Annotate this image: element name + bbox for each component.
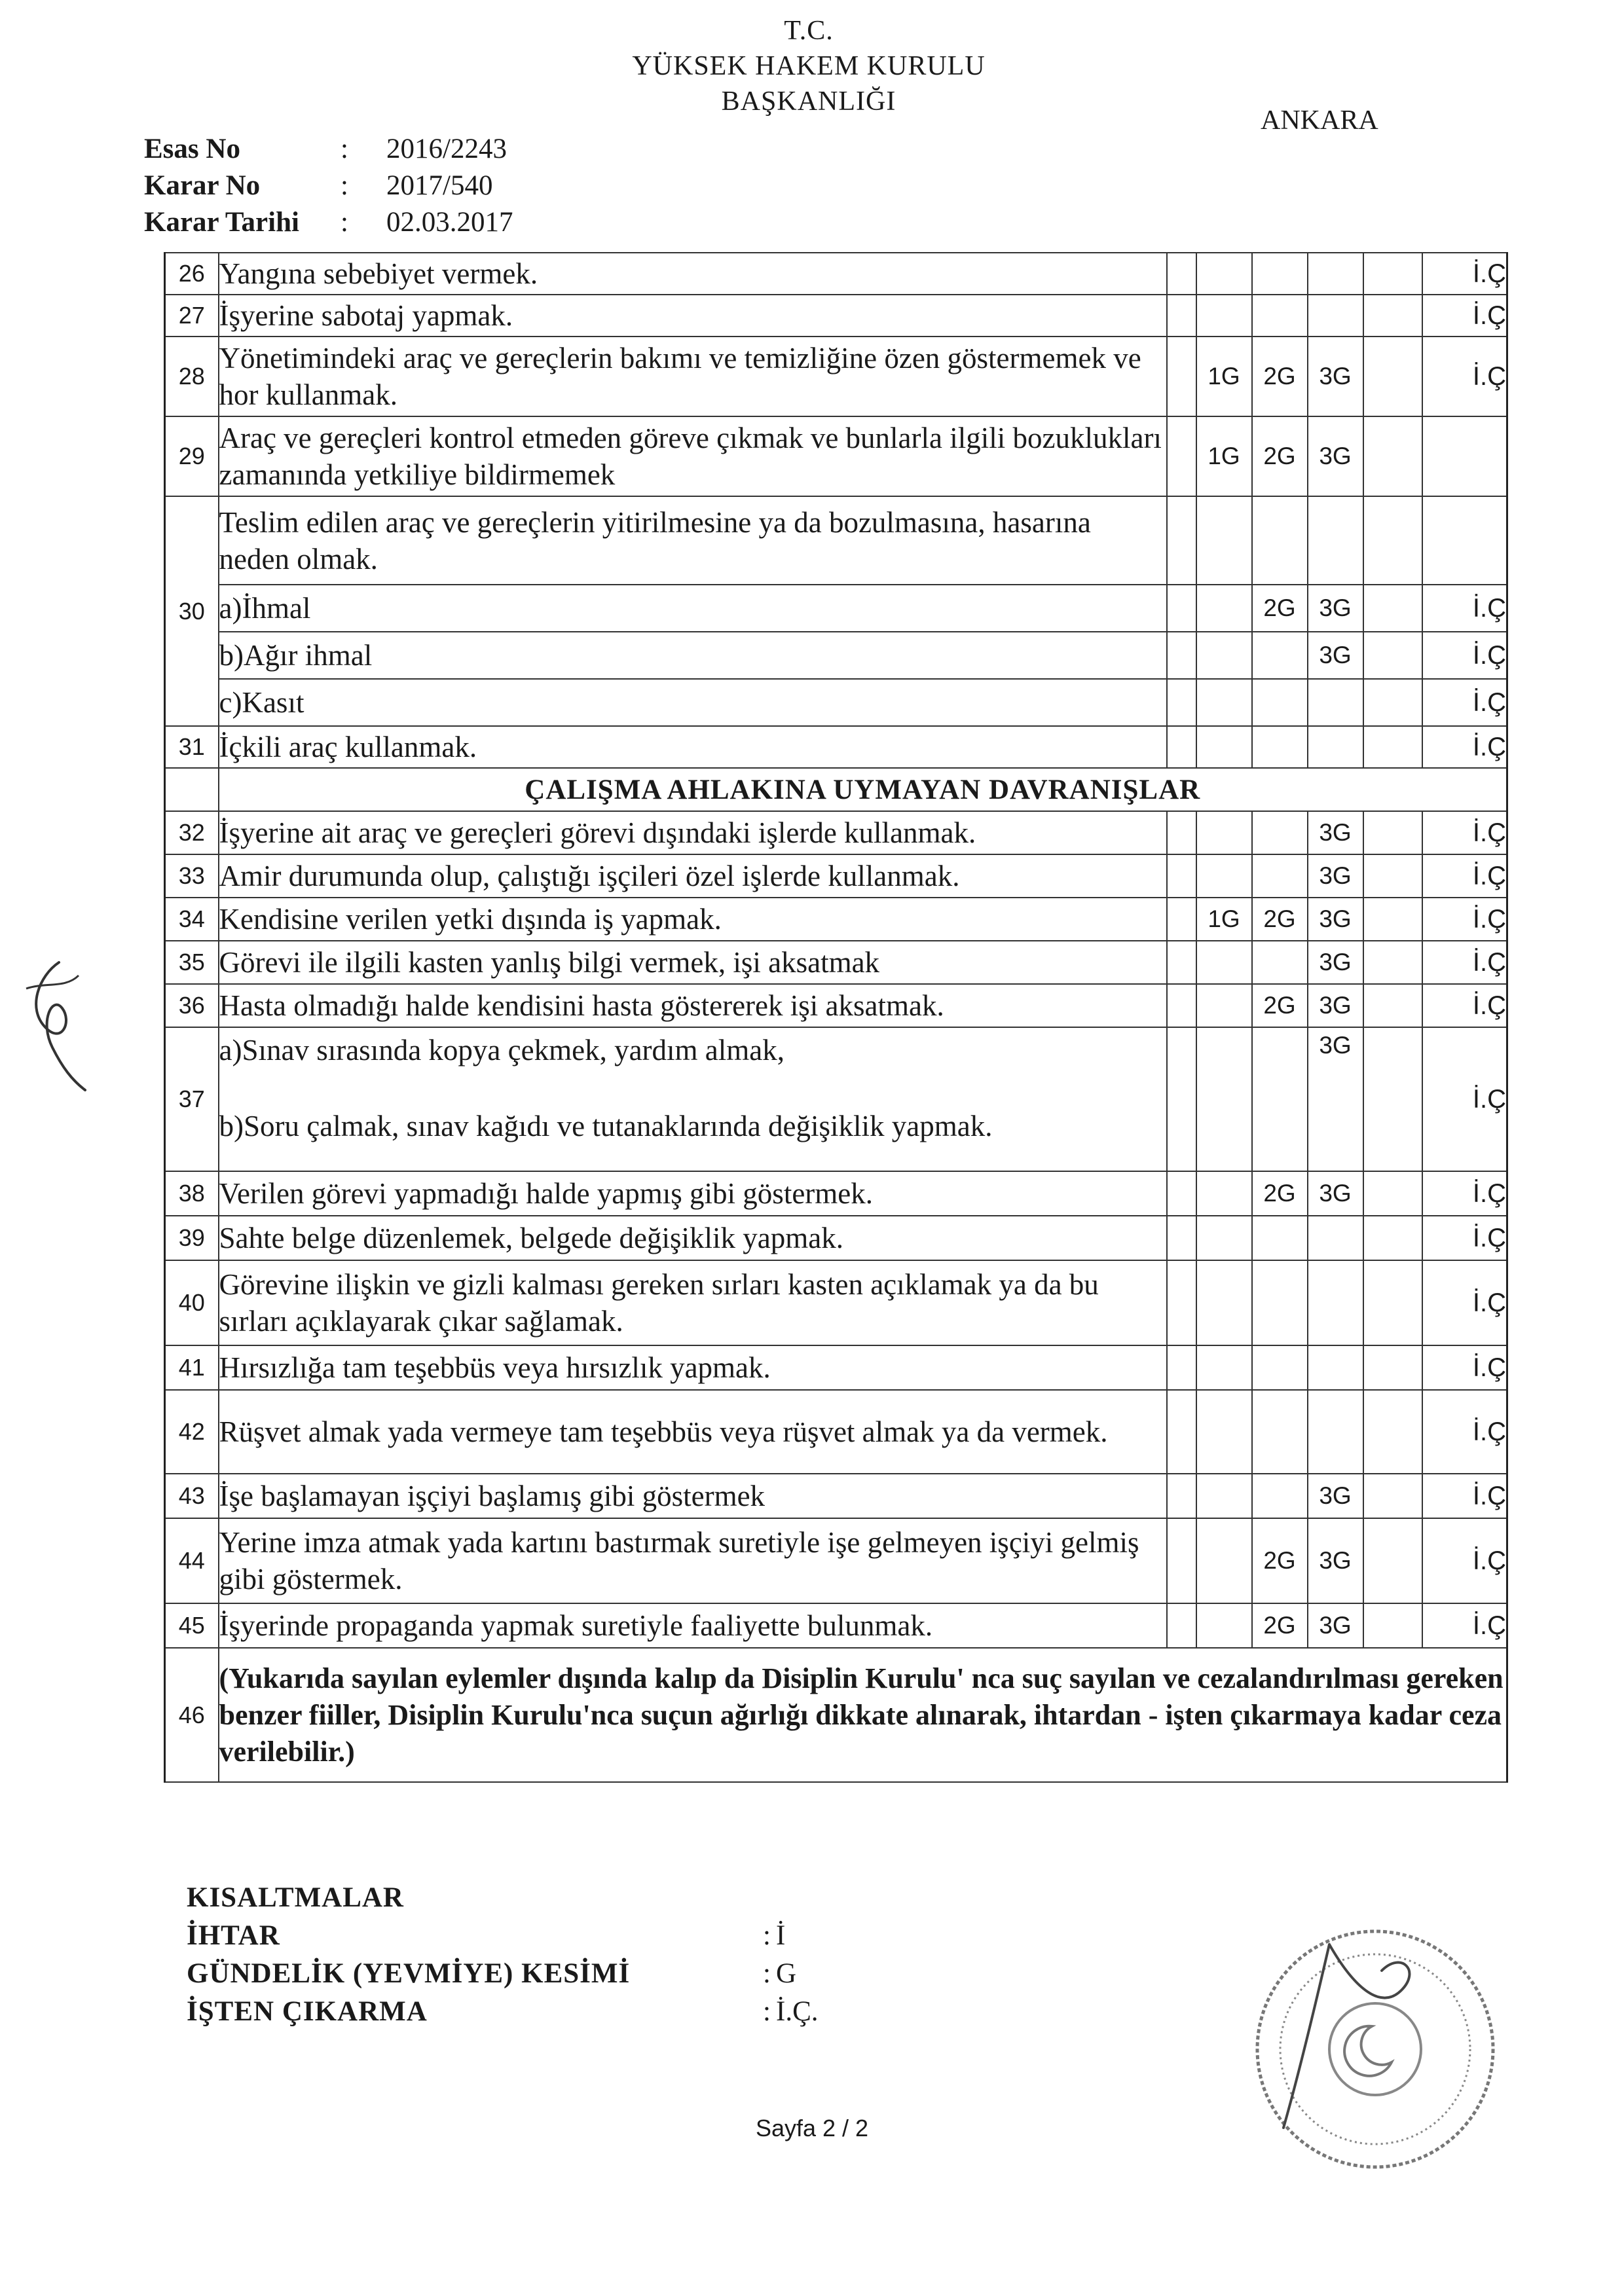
penalty-1g (1196, 811, 1252, 854)
penalty-dismissal: İ.Ç (1422, 984, 1507, 1027)
meta-value: 02.03.2017 (386, 207, 513, 238)
penalty-2g: 2G (1252, 585, 1308, 632)
empty-cell (1196, 1027, 1252, 1171)
penalty-2g: 2G (1252, 984, 1308, 1027)
penalty-1g (1196, 632, 1252, 679)
row-description: Hasta olmadığı halde kendisini hasta göstererek işi aksatmak. (219, 984, 1167, 1027)
penalty-dismissal: İ.Ç (1422, 854, 1507, 898)
penalty-dismissal: İ.Ç (1422, 1171, 1507, 1216)
row-number: 28 (165, 337, 219, 416)
empty-cell (1167, 811, 1196, 854)
penalty-3g (1308, 726, 1363, 768)
row-number: 27 (165, 295, 219, 337)
row-number: 42 (165, 1390, 219, 1474)
empty-cell (1363, 496, 1422, 585)
row-description: Yönetimindeki araç ve gereçlerin bakımı ve temizliğine özen göstermemek ve hor kullanmak. (219, 337, 1167, 416)
document-header (498, 13, 1120, 119)
table-row (165, 1171, 1507, 1216)
penalty-dismissal: İ.Ç (1422, 726, 1507, 768)
penalty-2g: 2G (1252, 1171, 1308, 1216)
penalty-1g: 1G (1196, 898, 1252, 941)
row-number: 31 (165, 726, 219, 768)
table-row (165, 1648, 1507, 1782)
abbreviation-separator: : (763, 1958, 771, 1989)
penalty-1g: 1G (1196, 337, 1252, 416)
empty-cell (1363, 1390, 1422, 1474)
row-number: 30 (165, 496, 219, 726)
penalty-2g (1252, 253, 1308, 295)
empty-cell (1363, 1518, 1422, 1603)
penalty-3g: 3G (1308, 984, 1363, 1027)
row-number: 45 (165, 1603, 219, 1648)
empty-cell (1167, 679, 1196, 726)
empty-cell (1363, 941, 1422, 984)
empty-cell (1167, 1260, 1196, 1345)
empty-cell (1363, 1474, 1422, 1518)
penalty-1g (1196, 585, 1252, 632)
penalty-3g: 3G (1308, 1603, 1363, 1648)
table-row (165, 854, 1507, 898)
empty-cell (1167, 726, 1196, 768)
table-row (165, 679, 1507, 726)
row-description: Araç ve gereçleri kontrol etmeden göreve çıkmak ve bunlarla ilgili bozuklukları zamanında yetkiliye bildirmemek (219, 416, 1167, 496)
penalty-1g (1196, 1260, 1252, 1345)
penalty-3g (1308, 679, 1363, 726)
empty-cell (1363, 1260, 1422, 1345)
penalty-1g (1196, 1390, 1252, 1474)
empty-cell (1167, 253, 1196, 295)
penalty-2g: 2G (1252, 416, 1308, 496)
abbreviation-separator: : (763, 1996, 771, 2027)
empty-cell (1167, 585, 1196, 632)
row-description: Görevi ile ilgili kasten yanlış bilgi vermek, işi aksatmak (219, 941, 1167, 984)
penalty-3g: 3G (1308, 898, 1363, 941)
table-row (165, 811, 1507, 854)
penalty-2g (1252, 726, 1308, 768)
signature-icon (0, 949, 131, 1103)
row-description: Yerine imza atmak yada kartını bastırmak suretiyle işe gelmeyen işçiyi gelmiş gibi göstermek. (219, 1518, 1167, 1603)
row-description: İşyerine ait araç ve gereçleri görevi dışındaki işlerde kullanmak. (219, 811, 1167, 854)
header-line-tc: T.C. (784, 16, 834, 46)
abbreviation-item (187, 1917, 819, 1955)
empty-cell (1363, 811, 1422, 854)
abbreviation-code: İ (776, 1920, 786, 1951)
empty-cell (1167, 496, 1196, 585)
penalty-dismissal: İ.Ç (1422, 253, 1507, 295)
row-description: b)Ağır ihmal (219, 632, 1167, 679)
row-description: Verilen görevi yapmadığı halde yapmış gibi göstermek. (219, 1171, 1167, 1216)
row-description: Teslim edilen araç ve gereçlerin yitirilmesine ya da bozulmasına, hasarına neden olmak. (219, 496, 1167, 585)
table-row (165, 984, 1507, 1027)
empty-cell (1167, 984, 1196, 1027)
empty-cell (1308, 496, 1363, 585)
penalty-dismissal: İ.Ç (1422, 295, 1507, 337)
meta-colon: : (341, 134, 348, 164)
row-description: Kendisine verilen yetki dışında iş yapmak. (219, 898, 1167, 941)
page-footer: Sayfa 2 / 2 (755, 2115, 869, 2141)
table-row (165, 337, 1507, 416)
table-row (165, 1216, 1507, 1260)
penalty-dismissal: İ.Ç (1422, 337, 1507, 416)
empty-cell (1167, 1390, 1196, 1474)
abbreviation-item (187, 1955, 819, 1993)
penalty-2g (1252, 1260, 1308, 1345)
penalty-1g (1196, 726, 1252, 768)
abbreviation-code: G (776, 1958, 797, 1989)
meta-row-karar (144, 168, 513, 204)
table-row (165, 1345, 1507, 1390)
penalty-1g (1196, 1603, 1252, 1648)
penalty-3g: 3G (1308, 1027, 1363, 1171)
header-line-office: BAŞKANLIĞI (721, 86, 896, 117)
penalty-dismissal: İ.Ç (1422, 1390, 1507, 1474)
table-row (165, 1260, 1507, 1345)
empty-cell (1252, 496, 1308, 585)
penalty-1g (1196, 1216, 1252, 1260)
empty-cell (1363, 679, 1422, 726)
penalty-2g (1252, 1474, 1308, 1518)
meta-value: 2016/2243 (386, 134, 507, 164)
table-row (165, 496, 1507, 585)
penalty-2g (1252, 1345, 1308, 1390)
penalty-2g (1252, 1216, 1308, 1260)
table-row (165, 1027, 1507, 1171)
section-title: ÇALIŞMA AHLAKINA UYMAYAN DAVRANIŞLAR (219, 768, 1507, 811)
empty-cell (1167, 1027, 1196, 1171)
penalty-3g: 3G (1308, 854, 1363, 898)
penalty-2g: 2G (1252, 1603, 1308, 1648)
penalty-3g: 3G (1308, 811, 1363, 854)
empty-cell (1422, 496, 1507, 585)
penalty-3g (1308, 1260, 1363, 1345)
empty-cell (1363, 726, 1422, 768)
row-number: 32 (165, 811, 219, 854)
penalty-2g (1252, 941, 1308, 984)
abbreviations-title: KISALTMALAR (187, 1882, 404, 1913)
row-number: 40 (165, 1260, 219, 1345)
row-description: a)İhmal (219, 585, 1167, 632)
penalty-1g (1196, 1345, 1252, 1390)
penalty-dismissal: İ.Ç (1422, 1260, 1507, 1345)
empty-cell (1167, 1171, 1196, 1216)
penalty-3g: 3G (1308, 941, 1363, 984)
row-description: c)Kasıt (219, 679, 1167, 726)
row-description: Hırsızlığa tam teşebbüs veya hırsızlık yapmak. (219, 1345, 1167, 1390)
abbreviations (187, 1879, 819, 2031)
penalty-1g (1196, 1171, 1252, 1216)
meta-label: Esas No (144, 134, 240, 164)
penalty-3g: 3G (1308, 1518, 1363, 1603)
row-number: 43 (165, 1474, 219, 1518)
meta-colon: : (341, 207, 348, 238)
empty-cell (1363, 1345, 1422, 1390)
penalty-3g: 3G (1308, 632, 1363, 679)
penalty-1g: 1G (1196, 416, 1252, 496)
penalty-2g: 2G (1252, 898, 1308, 941)
empty-cell (1167, 295, 1196, 337)
empty-cell (1363, 416, 1422, 496)
penalty-3g (1308, 1390, 1363, 1474)
meta-row-esas (144, 131, 513, 168)
empty-cell (1363, 1027, 1422, 1171)
penalty-dismissal: İ.Ç (1422, 1345, 1507, 1390)
penalty-dismissal: İ.Ç (1422, 585, 1507, 632)
penalty-2g (1252, 1390, 1308, 1474)
row-number: 44 (165, 1518, 219, 1603)
penalty-2g (1252, 679, 1308, 726)
row-description (219, 1027, 1167, 1171)
table-row (165, 632, 1507, 679)
table-row (165, 1390, 1507, 1474)
meta-value: 2017/540 (386, 170, 493, 201)
empty-cell (1167, 1216, 1196, 1260)
empty-cell (1167, 1474, 1196, 1518)
empty-cell (1167, 1345, 1196, 1390)
penalty-dismissal: İ.Ç (1422, 1603, 1507, 1648)
row-description: İşe başlamayan işçiyi başlamış gibi göstermek (219, 1474, 1167, 1518)
table-row (165, 416, 1507, 496)
closing-note: (Yukarıda sayılan eylemler dışında kalıp da Disiplin Kurulu' nca suç sayılan ve cezalandırılması gereken benzer fiiller, Disiplin Kurulu'nca suçun ağırlığı dikkate alınarak, ihtardan - işten çıkarmaya kadar ceza verilebilir.) (219, 1648, 1507, 1782)
abbreviation-item (187, 1993, 819, 2031)
abbreviation-term: İHTAR (187, 1920, 280, 1951)
penalty-3g: 3G (1308, 416, 1363, 496)
discipline-table (164, 252, 1508, 1783)
penalty-dismissal: İ.Ç (1422, 898, 1507, 941)
penalty-3g: 3G (1308, 1171, 1363, 1216)
penalty-1g (1196, 679, 1252, 726)
row-number: 34 (165, 898, 219, 941)
header-city: ANKARA (1261, 105, 1378, 136)
row-number: 39 (165, 1216, 219, 1260)
official-seal-icon (1231, 1912, 1519, 2190)
abbreviation-term: GÜNDELİK (YEVMİYE) KESİMİ (187, 1958, 631, 1989)
row-subitem: a)Sınav sırasında kopya çekmek, yardım almak, (219, 1034, 784, 1066)
row-subitem: b)Soru çalmak, sınav kağıdı ve tutanaklarında değişiklik yapmak. (219, 1110, 993, 1142)
empty-cell (1196, 496, 1252, 585)
penalty-dismissal: İ.Ç (1422, 811, 1507, 854)
row-number: 29 (165, 416, 219, 496)
row-description: İçkili araç kullanmak. (219, 726, 1167, 768)
empty-cell (1363, 854, 1422, 898)
empty-cell (165, 768, 219, 811)
header-line-institution: YÜKSEK HAKEM KURULU (632, 51, 986, 81)
row-description: Yangına sebebiyet vermek. (219, 253, 1167, 295)
row-description: İşyerinde propaganda yapmak suretiyle faaliyette bulunmak. (219, 1603, 1167, 1648)
penalty-3g (1308, 295, 1363, 337)
row-description: Rüşvet almak yada vermeye tam teşebbüs veya rüşvet almak ya da vermek. (219, 1390, 1167, 1474)
empty-cell (1363, 1603, 1422, 1648)
penalty-dismissal: İ.Ç (1422, 1518, 1507, 1603)
meta-row-tarih (144, 204, 513, 241)
empty-cell (1252, 1027, 1308, 1171)
abbreviation-term: İŞTEN ÇIKARMA (187, 1996, 428, 2027)
penalty-dismissal: İ.Ç (1422, 679, 1507, 726)
empty-cell (1167, 898, 1196, 941)
row-number: 46 (165, 1648, 219, 1782)
empty-cell (1167, 1603, 1196, 1648)
penalty-dismissal: İ.Ç (1422, 1027, 1507, 1171)
empty-cell (1363, 585, 1422, 632)
penalty-1g (1196, 1518, 1252, 1603)
empty-cell (1167, 416, 1196, 496)
case-meta (144, 131, 513, 241)
meta-label: Karar Tarihi (144, 207, 299, 238)
penalty-2g (1252, 811, 1308, 854)
penalty-2g (1252, 632, 1308, 679)
penalty-1g (1196, 984, 1252, 1027)
penalty-3g (1308, 253, 1363, 295)
empty-cell (1363, 295, 1422, 337)
row-number: 37 (165, 1027, 219, 1171)
table-row (165, 1474, 1507, 1518)
table-row (165, 1518, 1507, 1603)
section-row (165, 768, 1507, 811)
table-row (165, 1603, 1507, 1648)
abbreviation-separator: : (763, 1920, 771, 1951)
row-number: 41 (165, 1345, 219, 1390)
penalty-2g: 2G (1252, 1518, 1308, 1603)
row-number: 26 (165, 253, 219, 295)
table-row (165, 585, 1507, 632)
penalty-dismissal: İ.Ç (1422, 1216, 1507, 1260)
penalty-3g: 3G (1308, 1474, 1363, 1518)
penalty-1g (1196, 941, 1252, 984)
empty-cell (1363, 1171, 1422, 1216)
empty-cell (1363, 984, 1422, 1027)
penalty-3g (1308, 1345, 1363, 1390)
empty-cell (1363, 337, 1422, 416)
row-number: 36 (165, 984, 219, 1027)
penalty-1g (1196, 1474, 1252, 1518)
penalty-1g (1196, 295, 1252, 337)
table-row (165, 253, 1507, 295)
penalty-1g (1196, 854, 1252, 898)
abbreviation-code: İ.Ç. (776, 1996, 819, 2027)
penalty-dismissal (1422, 416, 1507, 496)
penalty-2g (1252, 295, 1308, 337)
row-number: 38 (165, 1171, 219, 1216)
table-row (165, 726, 1507, 768)
spacer (219, 1068, 1166, 1108)
penalty-dismissal: İ.Ç (1422, 941, 1507, 984)
penalty-3g (1308, 1216, 1363, 1260)
penalty-dismissal: İ.Ç (1422, 1474, 1507, 1518)
row-description: İşyerine sabotaj yapmak. (219, 295, 1167, 337)
table-row (165, 295, 1507, 337)
row-number: 35 (165, 941, 219, 984)
penalty-3g: 3G (1308, 337, 1363, 416)
empty-cell (1167, 941, 1196, 984)
empty-cell (1363, 1216, 1422, 1260)
penalty-1g (1196, 253, 1252, 295)
table-row (165, 898, 1507, 941)
penalty-3g: 3G (1308, 585, 1363, 632)
row-description: Amir durumunda olup, çalıştığı işçileri özel işlerde kullanmak. (219, 854, 1167, 898)
row-description: Sahte belge düzenlemek, belgede değişiklik yapmak. (219, 1216, 1167, 1260)
penalty-2g (1252, 854, 1308, 898)
row-number: 33 (165, 854, 219, 898)
meta-colon: : (341, 170, 348, 201)
empty-cell (1363, 253, 1422, 295)
meta-label: Karar No (144, 170, 261, 201)
penalty-dismissal: İ.Ç (1422, 632, 1507, 679)
empty-cell (1363, 898, 1422, 941)
table-row (165, 941, 1507, 984)
penalty-2g: 2G (1252, 337, 1308, 416)
empty-cell (1363, 632, 1422, 679)
row-description: Görevine ilişkin ve gizli kalması gereken sırları kasten açıklamak ya da bu sırları açıklayarak çıkar sağlamak. (219, 1260, 1167, 1345)
empty-cell (1167, 1518, 1196, 1603)
empty-cell (1167, 854, 1196, 898)
empty-cell (1167, 632, 1196, 679)
empty-cell (1167, 337, 1196, 416)
